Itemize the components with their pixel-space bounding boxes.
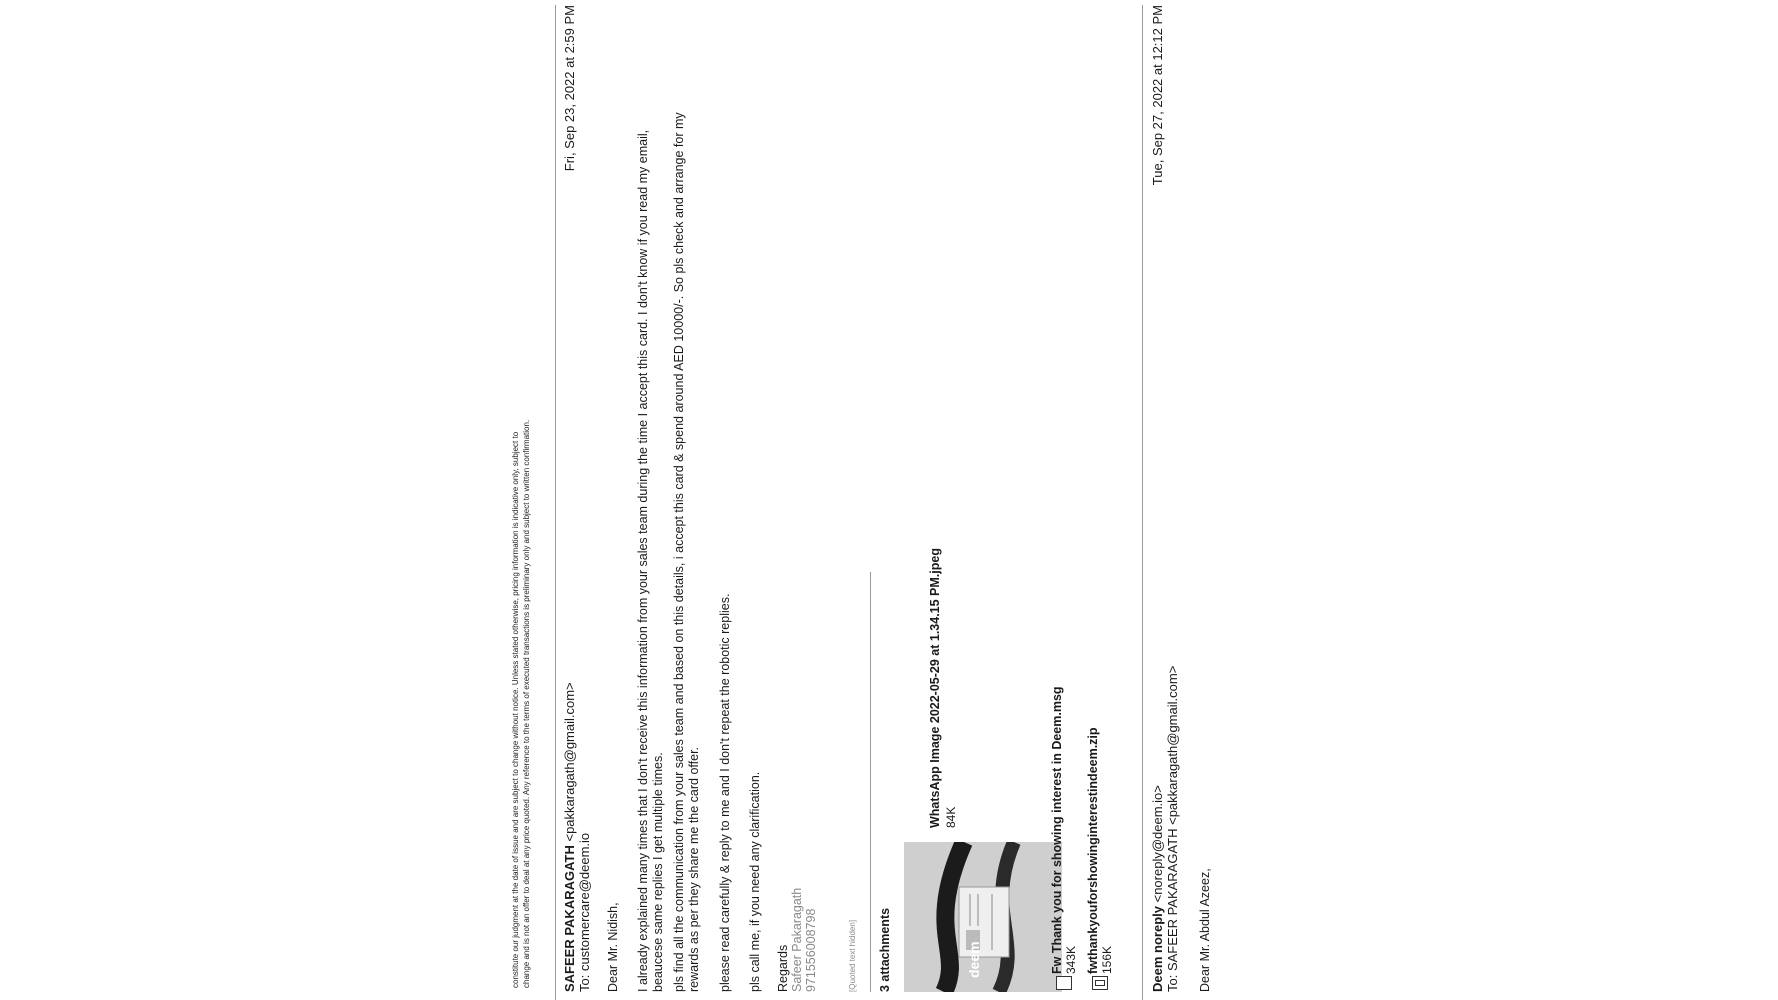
message1-from-name: SAFEER PAKARAGATH [562,845,577,992]
message2-from-name: Deem noreply [1150,906,1165,992]
msg-file-icon [1056,976,1072,990]
thumbnail-brand-text: deem [966,941,982,978]
attachments-divider [870,572,871,992]
lanyard-photo-icon [904,842,1062,992]
quoted-text-hidden-link[interactable]: [Quoted text hidden] [848,919,857,992]
message1-from-email[interactable]: <pakkaragath@gmail.com> [562,682,577,842]
attachment-3-name[interactable]: fwthankyouforshowinginterestindeem.zip [1086,727,1100,974]
message1-para-3: please read carefully & reply to me and I don't repeat the robotic replies. [718,593,732,992]
message2-divider [1142,5,1143,1000]
disclaimer-line-1: constitute our judgment at the date of issue and are subject to change without notice. Unless stated otherwise, pricing information is indicative only, subject to [511,431,520,988]
zip-file-icon [1092,976,1108,990]
disclaimer-line-2: change and is not an offer to deal at any price quoted. Any reference to the terms of executed transactions is preliminary only and subject to written confirmation. [522,419,531,988]
message2-from-email[interactable]: <noreply@deem.io> [1150,785,1165,903]
attachment-1-size: 84K [944,806,958,828]
attachment-3-size: 156K [1100,945,1114,974]
attachment-image-thumbnail[interactable] [904,842,1062,992]
message2-greeting: Dear Mr. Abdul Azeez, [1198,868,1212,992]
attachment-1-name[interactable]: WhatsApp Image 2022-05-29 at 1.34.15 PM.jpeg [928,548,942,828]
message1-sender [562,682,577,992]
attachments-heading: 3 attachments [878,907,892,992]
message1-greeting: Dear Mr. Nidish, [606,902,620,992]
disclaimer-text [510,228,532,988]
message1-regards: Regards [776,944,790,992]
message1-para-2: pls find all the communication from your sales team and based on this details, i accept this card & spend around AED 10000/-. So pls check and arrange for my rewards as per they share me the card offer. [672,112,701,992]
attachment-2-name[interactable]: Fw Thank you for showing interest in Deem.msg [1050,686,1064,974]
message1-signature-name: Safeer Pakaragath [790,887,804,992]
message2-date: Tue, Sep 27, 2022 at 12:12 PM [1150,5,1165,186]
message1-signature-phone: 971556008798 [804,908,818,992]
message1-to: To: customercare@deem.io [577,832,592,992]
message1-date: Fri, Sep 23, 2022 at 2:59 PM [562,5,577,172]
attachment-2-size: 343K [1064,945,1078,974]
message2-to: To: SAFEER PAKARAGATH <pakkaragath@gmail.com> [1165,665,1180,992]
message1-para-1: I already explained many times that I don't receive this information from your sales team during the time I accept this card. I don't know if you read my email, beaucese same replies I get multiple times. [636,129,665,992]
message2-sender [1150,785,1165,992]
message1-divider [555,5,556,1000]
message1-para-4: pls call me, if you need any clarification. [748,771,762,992]
